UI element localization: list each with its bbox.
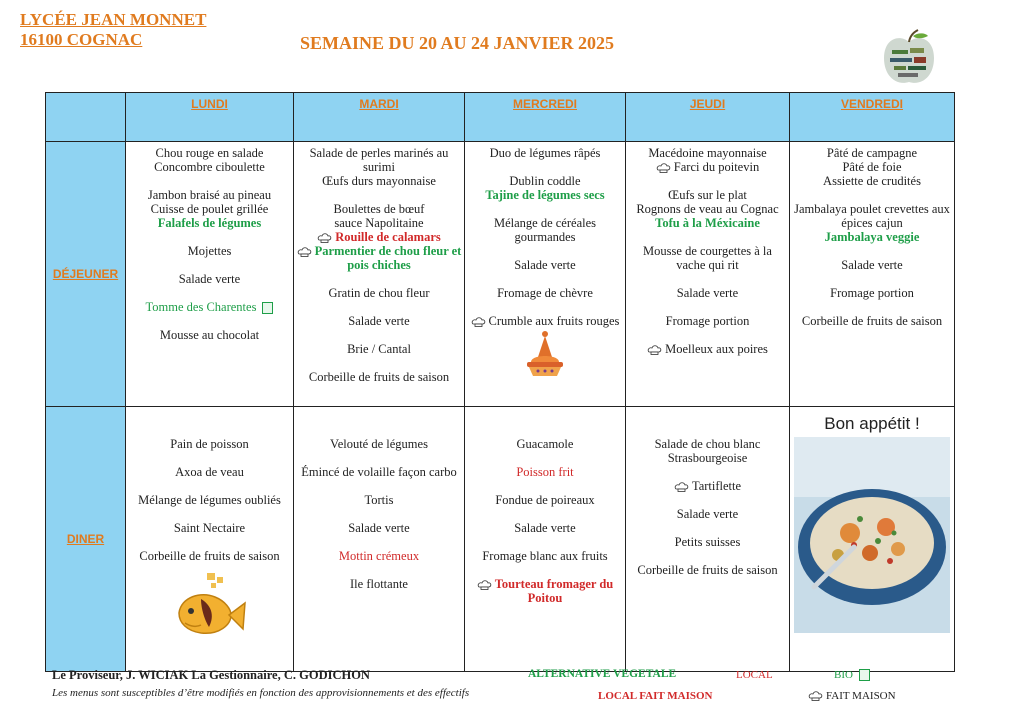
day-header-row [46, 93, 955, 142]
chef-hat-icon [477, 580, 492, 590]
menu-item: Salade de chou blanc Strasbourgeoise [654, 437, 761, 465]
menu-item-fait-maison [467, 314, 623, 328]
disclaimer-note: Les menus sont susceptibles d’être modifiés en fonction des approvisionnements et des effectifs [52, 687, 470, 699]
legend-bio [834, 669, 870, 681]
menu-item-local-fait-maison [296, 230, 462, 244]
legend-alternative-vegetale: ALTERNATIVE VEGETALE [528, 668, 677, 680]
menu-item: Fromage blanc aux fruits [482, 549, 608, 563]
menu-item: Œufs durs mayonnaise [322, 174, 436, 188]
menu-item-label: Tartiflette [691, 479, 742, 493]
menu-item-fait-maison [628, 479, 787, 493]
chef-hat-icon [471, 317, 486, 327]
menu-item: Corbeille de fruits de saison [801, 314, 943, 328]
menu-item: Jambon braisé au pineau [147, 188, 272, 202]
menu-item: Cuisse de poulet grillée [150, 202, 269, 216]
menu-item: Corbeille de fruits de saison [139, 549, 280, 563]
menu-item-vegetal [296, 244, 462, 272]
menu-item: Tortis [364, 493, 394, 507]
menu-item: Guacamole [516, 437, 574, 451]
menu-item: Salade verte [841, 258, 903, 272]
menu-item: Mousse au chocolat [159, 328, 260, 343]
menu-item: Salade verte [178, 272, 241, 286]
chef-hat-icon [656, 163, 671, 173]
menu-item: Fondue de poireaux [495, 493, 595, 507]
menu-item: Mélange de céréales gourmandes [493, 216, 597, 244]
dejeuner-mardi [294, 142, 465, 407]
week-title: SEMAINE DU 20 AU 24 JANVIER 2025 [300, 33, 615, 53]
menu-item: Fromage portion [665, 314, 750, 328]
day-lundi: LUNDI [126, 93, 294, 142]
bio-label-icon [262, 302, 273, 314]
menu-table [45, 92, 955, 672]
bon-appetit-text: Bon appétit ! [824, 414, 920, 433]
day-jeudi: JEUDI [626, 93, 790, 142]
menu-item: sauce Napolitaine [334, 216, 424, 230]
menu-item-local-fait-maison [467, 577, 623, 605]
menu-item: Corbeille de fruits de saison [637, 563, 778, 577]
menu-item-label: Tomme des Charentes [145, 300, 257, 314]
menu-item: Salade verte [348, 314, 410, 328]
menu-item-label: Rouille de calamars [335, 230, 441, 244]
menu-item: Jambalaya poulet crevettes aux épices cajun [794, 202, 950, 230]
menu-item: Salade verte [676, 507, 739, 521]
diner-row [46, 407, 955, 672]
legend-local: LOCAL [736, 669, 773, 681]
school-city: 16100 COGNAC [20, 30, 143, 49]
chef-hat-icon [647, 345, 662, 355]
menu-item: Salade verte [514, 521, 576, 535]
menu-item: Rognons de veau au Cognac [636, 202, 779, 216]
menu-item-label: Parmentier de chou fleur et pois chiches [314, 244, 462, 272]
menu-item: Corbeille de fruits de saison [308, 370, 450, 384]
diner-vendredi [790, 407, 955, 672]
menu-item: Mousse de courgettes à la vache qui rit [643, 244, 772, 272]
diner-mercredi [465, 407, 626, 672]
menu-item: Concombre ciboulette [154, 160, 265, 174]
menu-item: Macédoine mayonnaise [648, 146, 767, 160]
menu-item: Émincé de volaille façon carbo [301, 465, 457, 479]
legend-fait-maison-label: FAIT MAISON [826, 690, 896, 702]
diner-lundi [126, 407, 294, 672]
menu-item: Petits suisses [674, 535, 741, 549]
menu-item: Boulettes de bœuf [333, 202, 425, 216]
menu-item-fait-maison [628, 160, 787, 174]
menu-item: Gratin de chou fleur [328, 286, 430, 300]
dejeuner-jeudi [626, 142, 790, 407]
menu-item-local: Mottin crémeux [338, 549, 420, 563]
diner-label: DINER [46, 407, 126, 672]
menu-item: Fromage portion [830, 286, 914, 300]
menu-item: Pâté de campagne [826, 146, 918, 160]
menu-item-local: Poisson frit [516, 465, 574, 479]
day-mercredi: MERCREDI [465, 93, 626, 142]
menu-item-vegetal: Tofu à la Méxicaine [655, 216, 760, 230]
menu-item: Dublin coddle [509, 174, 581, 188]
signatures: Le Proviseur, J. WICIAK La Gestionnaire, C. GODICHON [52, 668, 370, 682]
day-mardi: MARDI [294, 93, 465, 142]
diner-jeudi [626, 407, 790, 672]
menu-item: Duo de légumes râpés [489, 146, 601, 160]
menu-item: Ile flottante [350, 577, 408, 591]
menu-item-bio [128, 300, 291, 314]
dejeuner-vendredi [790, 142, 955, 407]
menu-item: Fromage de chèvre [497, 286, 593, 300]
menu-item-label: Tourteau fromager du Poitou [494, 577, 614, 605]
chef-hat-icon [808, 691, 823, 701]
legend-bio-label: BIO [834, 669, 853, 681]
menu-item-fait-maison [628, 342, 787, 356]
menu-item: Salade verte [676, 286, 739, 300]
paella-photo [794, 437, 950, 633]
tajine-icon [523, 330, 567, 384]
menu-item: Assiette de crudités [823, 174, 921, 188]
diner-mardi [294, 407, 465, 672]
menu-item-label: Crumble aux fruits rouges [488, 314, 620, 328]
chef-hat-icon [317, 233, 332, 243]
dejeuner-row [46, 142, 955, 407]
dejeuner-label: DÉJEUNER [46, 142, 126, 407]
school-name: LYCÉE JEAN MONNET [20, 10, 207, 29]
menu-item: Mojettes [187, 244, 232, 258]
legend-local-fait-maison: LOCAL FAIT MAISON [598, 690, 713, 702]
menu-item-vegetal: Jambalaya veggie [824, 230, 920, 244]
menu-item: Axoa de veau [175, 465, 244, 479]
chef-hat-icon [674, 482, 689, 492]
menu-item-vegetal: Tajine de légumes secs [485, 188, 605, 202]
bio-label-icon [859, 669, 870, 681]
menu-item: Pain de poisson [170, 437, 249, 451]
dejeuner-lundi [126, 142, 294, 407]
day-vendredi: VENDREDI [790, 93, 955, 142]
menu-item: Saint Nectaire [173, 521, 246, 535]
menu-item: Chou rouge en salade [155, 146, 264, 160]
menu-item-label: Moelleux aux poires [665, 342, 768, 356]
menu-item: Salade de perles marinés au surimi [309, 146, 449, 174]
apple-word-cloud-logo [880, 28, 938, 88]
menu-item-vegetal: Falafels de légumes [157, 216, 262, 230]
menu-item-label: Farci du poitevin [673, 160, 760, 174]
legend-fait-maison [808, 690, 896, 702]
menu-item: Salade verte [514, 258, 576, 272]
menu-item: Mélange de légumes oubliés [138, 493, 281, 507]
menu-item: Œufs sur le plat [668, 188, 747, 202]
menu-item: Pâté de foie [842, 160, 902, 174]
chef-hat-icon [297, 247, 312, 257]
menu-item: Salade verte [348, 521, 410, 535]
menu-item: Velouté de légumes [330, 437, 428, 451]
menu-item: Brie / Cantal [347, 342, 411, 356]
fish-pastry-icon [171, 571, 249, 643]
dejeuner-mercredi [465, 142, 626, 407]
corner-cell [46, 93, 126, 142]
school-header [20, 10, 206, 50]
